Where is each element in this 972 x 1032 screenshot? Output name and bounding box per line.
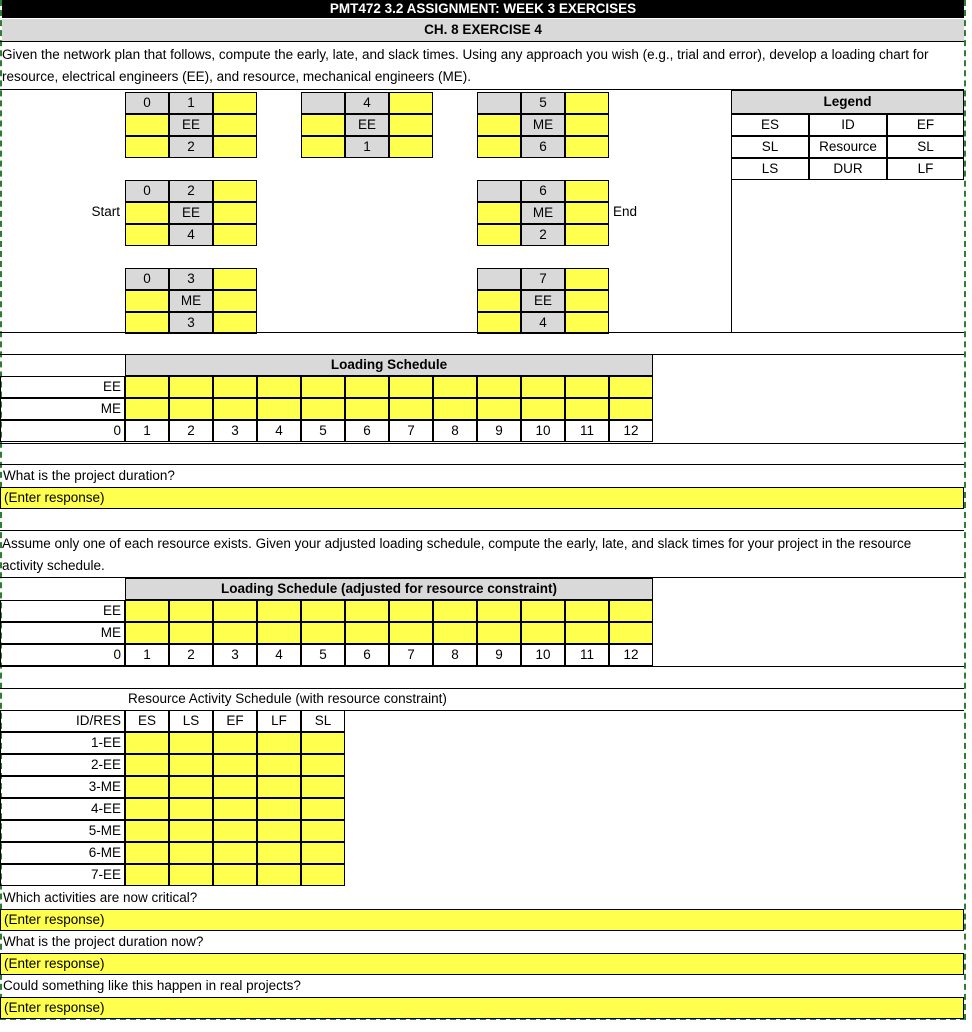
node-ls[interactable] xyxy=(477,136,521,158)
schedule-axis-tick: 10 xyxy=(521,420,565,442)
schedule-cell[interactable] xyxy=(433,376,477,398)
schedule-cell[interactable] xyxy=(257,376,301,398)
resource-cell[interactable] xyxy=(301,776,345,798)
schedule-axis-tick: 12 xyxy=(609,420,653,442)
schedule-cell[interactable] xyxy=(609,622,653,644)
node-sl-right[interactable] xyxy=(389,114,433,136)
schedule-cell[interactable] xyxy=(345,398,389,420)
node-duration: 1 xyxy=(345,136,389,158)
schedule-axis-tick: 1 xyxy=(125,420,169,442)
node-sl-left[interactable] xyxy=(477,114,521,136)
schedule-axis-tick: 0 xyxy=(0,644,125,666)
resource-cell[interactable] xyxy=(301,864,345,886)
node-lf[interactable] xyxy=(565,136,609,158)
resource-cell[interactable] xyxy=(213,776,257,798)
resource-cell[interactable] xyxy=(213,842,257,864)
node-ls[interactable] xyxy=(477,312,521,334)
resource-row-label: 1-EE xyxy=(0,732,125,754)
node-duration: 4 xyxy=(169,224,213,246)
node-ef[interactable] xyxy=(213,180,257,202)
schedule-row-label: ME xyxy=(0,622,125,644)
node-duration: 6 xyxy=(521,136,565,158)
q-duration-now: What is the project duration now? xyxy=(3,934,204,949)
resource-column-header: SL xyxy=(301,710,345,732)
schedule-cell[interactable] xyxy=(257,398,301,420)
node-ef[interactable] xyxy=(565,268,609,290)
schedule-cell[interactable] xyxy=(301,376,345,398)
schedule-cell[interactable] xyxy=(477,376,521,398)
schedule-cell[interactable] xyxy=(521,398,565,420)
legend-title: Legend xyxy=(731,90,964,114)
resource-cell[interactable] xyxy=(301,754,345,776)
resource-cell[interactable] xyxy=(301,842,345,864)
node-sl-left[interactable] xyxy=(125,114,169,136)
schedule-cell[interactable] xyxy=(125,600,169,622)
resource-row-header: ID/RES xyxy=(0,710,125,732)
resource-cell[interactable] xyxy=(169,732,213,754)
q-real-answer[interactable]: (Enter response) xyxy=(0,997,964,1019)
resource-cell[interactable] xyxy=(257,798,301,820)
resource-column-header: LF xyxy=(257,710,301,732)
resource-row-label: 5-ME xyxy=(0,820,125,842)
node-ls[interactable] xyxy=(125,136,169,158)
schedule-cell[interactable] xyxy=(345,376,389,398)
schedule-cell[interactable] xyxy=(521,600,565,622)
legend-cell: SL xyxy=(887,136,964,158)
schedule-cell[interactable] xyxy=(345,622,389,644)
adjusted-loading-schedule-title: Loading Schedule (adjusted for resource constraint) xyxy=(125,578,653,600)
schedule-axis-tick: 8 xyxy=(433,420,477,442)
node-id: 4 xyxy=(345,92,389,114)
legend-cell: SL xyxy=(731,136,809,158)
resource-cell[interactable] xyxy=(169,798,213,820)
schedule-axis-tick: 5 xyxy=(301,644,345,666)
resource-cell[interactable] xyxy=(125,754,169,776)
node-es xyxy=(477,180,521,202)
schedule-axis-tick: 8 xyxy=(433,644,477,666)
node-ls[interactable] xyxy=(125,312,169,334)
q-critical-answer[interactable]: (Enter response) xyxy=(0,909,964,931)
schedule-cell[interactable] xyxy=(565,600,609,622)
node-es xyxy=(477,92,521,114)
node-es: 0 xyxy=(125,180,169,202)
node-lf[interactable] xyxy=(213,224,257,246)
schedule-row-label: EE xyxy=(0,600,125,622)
node-duration: 3 xyxy=(169,312,213,334)
node-sl-left[interactable] xyxy=(477,202,521,224)
node-ef[interactable] xyxy=(389,92,433,114)
schedule-cell[interactable] xyxy=(301,622,345,644)
q-real: Could something like this happen in real projects? xyxy=(3,978,301,993)
resource-cell[interactable] xyxy=(125,798,169,820)
schedule-cell[interactable] xyxy=(521,622,565,644)
resource-cell[interactable] xyxy=(257,820,301,842)
resource-column-header: LS xyxy=(169,710,213,732)
node-duration: 4 xyxy=(521,312,565,334)
sheet-title: PMT472 3.2 ASSIGNMENT: WEEK 3 EXERCISES xyxy=(2,0,964,18)
schedule-axis-tick: 12 xyxy=(609,644,653,666)
node-ef[interactable] xyxy=(213,92,257,114)
schedule-cell[interactable] xyxy=(389,622,433,644)
schedule-axis-tick: 11 xyxy=(565,644,609,666)
schedule-axis-tick: 11 xyxy=(565,420,609,442)
node-lf[interactable] xyxy=(565,312,609,334)
node-lf[interactable] xyxy=(213,312,257,334)
node-id: 3 xyxy=(169,268,213,290)
schedule-cell[interactable] xyxy=(389,600,433,622)
schedule-cell[interactable] xyxy=(125,376,169,398)
legend-cell: LF xyxy=(887,158,964,180)
schedule-cell[interactable] xyxy=(433,622,477,644)
schedule-cell[interactable] xyxy=(257,600,301,622)
schedule-axis-tick: 1 xyxy=(125,644,169,666)
exercise-title: CH. 8 EXERCISE 4 xyxy=(2,19,964,41)
node-id: 6 xyxy=(521,180,565,202)
schedule-axis-tick: 7 xyxy=(389,420,433,442)
schedule-cell[interactable] xyxy=(477,622,521,644)
schedule-cell[interactable] xyxy=(609,398,653,420)
node-id: 5 xyxy=(521,92,565,114)
node-ls[interactable] xyxy=(301,136,345,158)
schedule-cell[interactable] xyxy=(609,600,653,622)
loading-schedule-title: Loading Schedule xyxy=(125,354,653,376)
resource-cell[interactable] xyxy=(169,820,213,842)
instructions-2: Assume only one of each resource exists. Given your adjusted loading schedule, compute the early, late, and slack times for your project in the resource activity schedule. xyxy=(2,536,912,573)
node-lf[interactable] xyxy=(213,136,257,158)
q-duration-answer[interactable]: (Enter response) xyxy=(0,487,964,509)
node-resource: ME xyxy=(521,114,565,136)
node-id: 1 xyxy=(169,92,213,114)
resource-column-header: ES xyxy=(125,710,169,732)
resource-cell[interactable] xyxy=(257,864,301,886)
resource-cell[interactable] xyxy=(301,732,345,754)
resource-cell[interactable] xyxy=(125,732,169,754)
resource-cell[interactable] xyxy=(169,776,213,798)
node-sl-right[interactable] xyxy=(565,114,609,136)
node-resource: EE xyxy=(169,114,213,136)
node-es: 0 xyxy=(125,92,169,114)
schedule-cell[interactable] xyxy=(169,622,213,644)
resource-cell[interactable] xyxy=(257,842,301,864)
node-sl-right[interactable] xyxy=(213,114,257,136)
schedule-axis-tick: 0 xyxy=(0,420,125,442)
node-lf[interactable] xyxy=(565,224,609,246)
schedule-cell[interactable] xyxy=(609,376,653,398)
node-duration: 2 xyxy=(169,136,213,158)
schedule-row-label: ME xyxy=(0,398,125,420)
schedule-cell[interactable] xyxy=(301,600,345,622)
schedule-axis-tick: 7 xyxy=(389,644,433,666)
resource-cell[interactable] xyxy=(301,798,345,820)
schedule-axis-tick: 2 xyxy=(169,420,213,442)
resource-cell[interactable] xyxy=(169,754,213,776)
resource-cell[interactable] xyxy=(213,864,257,886)
node-sl-left[interactable] xyxy=(301,114,345,136)
node-sl-right[interactable] xyxy=(565,202,609,224)
node-id: 7 xyxy=(521,268,565,290)
resource-cell[interactable] xyxy=(125,842,169,864)
schedule-axis-tick: 2 xyxy=(169,644,213,666)
schedule-axis-tick: 6 xyxy=(345,644,389,666)
resource-cell[interactable] xyxy=(257,754,301,776)
node-sl-right[interactable] xyxy=(213,290,257,312)
q-duration-now-answer[interactable]: (Enter response) xyxy=(0,953,964,975)
resource-column-header: EF xyxy=(213,710,257,732)
node-sl-right[interactable] xyxy=(565,290,609,312)
schedule-cell[interactable] xyxy=(257,622,301,644)
node-duration: 2 xyxy=(521,224,565,246)
resource-cell[interactable] xyxy=(169,864,213,886)
resource-cell[interactable] xyxy=(213,732,257,754)
schedule-cell[interactable] xyxy=(477,398,521,420)
node-sl-left[interactable] xyxy=(125,290,169,312)
resource-cell[interactable] xyxy=(125,820,169,842)
resource-cell[interactable] xyxy=(169,842,213,864)
node-lf[interactable] xyxy=(389,136,433,158)
node-resource: EE xyxy=(521,290,565,312)
q-duration: What is the project duration? xyxy=(3,468,175,483)
schedule-cell[interactable] xyxy=(345,600,389,622)
node-resource: ME xyxy=(521,202,565,224)
legend-cell: ID xyxy=(809,114,887,136)
schedule-cell[interactable] xyxy=(125,622,169,644)
schedule-cell[interactable] xyxy=(213,398,257,420)
resource-row-label: 3-ME xyxy=(0,776,125,798)
legend-cell: Resource xyxy=(809,136,887,158)
node-es: 0 xyxy=(125,268,169,290)
resource-cell[interactable] xyxy=(257,732,301,754)
schedule-row-label: EE xyxy=(0,376,125,398)
schedule-cell[interactable] xyxy=(213,376,257,398)
resource-cell[interactable] xyxy=(213,820,257,842)
legend-cell: LS xyxy=(731,158,809,180)
schedule-cell[interactable] xyxy=(565,398,609,420)
node-sl-left[interactable] xyxy=(125,202,169,224)
node-ls[interactable] xyxy=(477,224,521,246)
resource-cell[interactable] xyxy=(213,754,257,776)
node-es xyxy=(301,92,345,114)
resource-cell[interactable] xyxy=(213,798,257,820)
schedule-cell[interactable] xyxy=(389,376,433,398)
schedule-axis-tick: 3 xyxy=(213,644,257,666)
schedule-cell[interactable] xyxy=(565,376,609,398)
end-label: End xyxy=(613,204,638,219)
schedule-cell[interactable] xyxy=(169,376,213,398)
legend-cell: DUR xyxy=(809,158,887,180)
schedule-cell[interactable] xyxy=(213,600,257,622)
node-id: 2 xyxy=(169,180,213,202)
node-sl-right[interactable] xyxy=(213,202,257,224)
schedule-axis-tick: 4 xyxy=(257,420,301,442)
node-resource: EE xyxy=(345,114,389,136)
schedule-cell[interactable] xyxy=(125,398,169,420)
node-ls[interactable] xyxy=(125,224,169,246)
schedule-cell[interactable] xyxy=(301,398,345,420)
legend-cell: EF xyxy=(887,114,964,136)
legend-panel xyxy=(731,178,964,332)
resource-cell[interactable] xyxy=(125,776,169,798)
start-label: Start xyxy=(91,204,120,219)
schedule-axis-tick: 4 xyxy=(257,644,301,666)
schedule-cell[interactable] xyxy=(565,622,609,644)
resource-cell[interactable] xyxy=(125,864,169,886)
node-sl-left[interactable] xyxy=(477,290,521,312)
schedule-cell[interactable] xyxy=(389,398,433,420)
resource-cell[interactable] xyxy=(301,820,345,842)
q-critical: Which activities are now critical? xyxy=(3,890,198,905)
node-resource: EE xyxy=(169,202,213,224)
instructions: Given the network plan that follows, compute the early, late, and slack times. Using any approach you wish (e.g., trial and error), develop a loading chart for resource, electrical engineers (EE), and resource, mechanical engineers (ME). xyxy=(2,47,929,84)
schedule-cell[interactable] xyxy=(169,600,213,622)
schedule-axis-tick: 10 xyxy=(521,644,565,666)
node-resource: ME xyxy=(169,290,213,312)
schedule-cell[interactable] xyxy=(213,622,257,644)
node-ef[interactable] xyxy=(213,268,257,290)
schedule-cell[interactable] xyxy=(433,398,477,420)
resource-row-label: 2-EE xyxy=(0,754,125,776)
resource-row-label: 7-EE xyxy=(0,864,125,886)
legend-cell: ES xyxy=(731,114,809,136)
node-es xyxy=(477,268,521,290)
schedule-cell[interactable] xyxy=(477,600,521,622)
resource-schedule-title: Resource Activity Schedule (with resource constraint) xyxy=(128,691,447,706)
schedule-axis-tick: 5 xyxy=(301,420,345,442)
schedule-axis-tick: 3 xyxy=(213,420,257,442)
schedule-cell[interactable] xyxy=(521,376,565,398)
schedule-cell[interactable] xyxy=(433,600,477,622)
schedule-axis-tick: 9 xyxy=(477,644,521,666)
schedule-axis-tick: 6 xyxy=(345,420,389,442)
node-ef[interactable] xyxy=(565,180,609,202)
schedule-cell[interactable] xyxy=(169,398,213,420)
resource-cell[interactable] xyxy=(257,776,301,798)
schedule-axis-tick: 9 xyxy=(477,420,521,442)
resource-row-label: 4-EE xyxy=(0,798,125,820)
node-ef[interactable] xyxy=(565,92,609,114)
resource-row-label: 6-ME xyxy=(0,842,125,864)
